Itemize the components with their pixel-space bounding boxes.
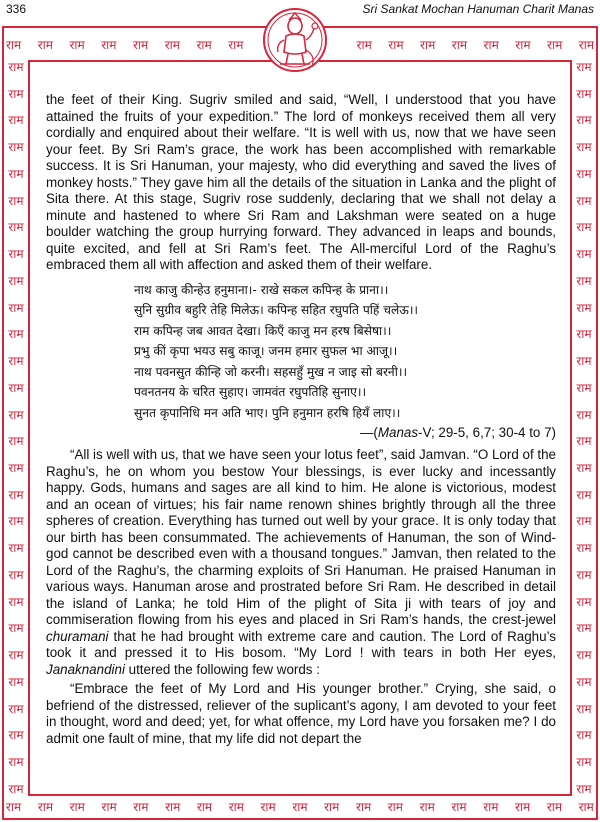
- border-word: राम: [8, 674, 24, 689]
- border-word: राम: [8, 380, 24, 395]
- border-word: राम: [356, 38, 372, 52]
- border-word: राम: [576, 781, 592, 796]
- border-word: राम: [133, 800, 149, 814]
- border-word: राम: [576, 193, 592, 208]
- border-word: राम: [8, 461, 24, 476]
- border-word: राम: [576, 273, 592, 288]
- border-word: राम: [8, 140, 24, 155]
- border-word: राम: [576, 60, 592, 74]
- hanuman-emblem-icon: [262, 6, 328, 76]
- border-word: राम: [420, 38, 436, 52]
- border-word: राम: [8, 514, 24, 529]
- border-word: राम: [8, 594, 24, 609]
- border-word: राम: [8, 113, 24, 128]
- page-number: 336: [6, 2, 27, 16]
- citation-prefix: —(: [359, 425, 378, 440]
- border-word: राम: [8, 648, 24, 663]
- verse-line: सुनत कृपानिधि मन अति भाए। पुनि हनुमान हरषि हियँ लाए।।: [134, 405, 401, 420]
- border-word: राम: [6, 38, 22, 52]
- border-word: राम: [578, 38, 594, 52]
- border-word: राम: [8, 60, 24, 74]
- border-word: राम: [419, 800, 435, 814]
- border-word: राम: [576, 327, 592, 342]
- border-word: राम: [8, 755, 24, 770]
- border-word: राम: [355, 800, 372, 814]
- border-word: राम: [576, 701, 592, 716]
- border-word: राम: [8, 407, 24, 422]
- border-word: राम: [576, 541, 592, 556]
- border-word: राम: [576, 567, 592, 582]
- border-word: राम: [576, 220, 592, 235]
- border-word: राम: [164, 38, 180, 52]
- border-word: राम: [133, 38, 149, 52]
- border-bottom-row: [6, 800, 594, 814]
- border-word: राम: [576, 166, 592, 181]
- border-word: राम: [69, 38, 85, 52]
- border-word: राम: [8, 434, 24, 449]
- verse-citation: [46, 425, 556, 441]
- border-word: राम: [37, 800, 54, 814]
- verse-line: प्रभु कीं कृपा भयउ सबु काजू। जनम हमार सुफल भा आजू।।: [134, 344, 398, 358]
- border-word: राम: [196, 800, 213, 814]
- citation-work: Manas: [377, 425, 419, 440]
- border-word: राम: [260, 800, 276, 814]
- term-janaknandini: Janaknandini: [46, 661, 125, 677]
- border-word: राम: [387, 800, 403, 814]
- border-word: राम: [6, 800, 22, 814]
- border-word: राम: [547, 38, 563, 52]
- border-word: राम: [576, 594, 592, 609]
- border-word: राम: [8, 621, 24, 636]
- border-word: राम: [324, 800, 340, 814]
- border-word: राम: [228, 38, 244, 52]
- border-word: राम: [8, 166, 24, 181]
- border-word: राम: [576, 354, 592, 369]
- border-word: राम: [576, 674, 592, 689]
- border-word: राम: [8, 220, 24, 235]
- border-word: राम: [576, 113, 592, 128]
- border-word: राम: [292, 800, 308, 814]
- border-word: राम: [576, 300, 592, 315]
- border-word: राम: [515, 38, 531, 52]
- border-word: राम: [8, 781, 24, 796]
- border-word: राम: [451, 38, 467, 52]
- verse-line: पवनतनय के चरित सुहाए। जामवंत रघुपतिहि सुनाए।।: [134, 385, 367, 399]
- border-word: राम: [8, 728, 24, 743]
- border-word: राम: [69, 800, 85, 814]
- border-word: राम: [228, 800, 244, 814]
- border-word: राम: [576, 755, 592, 770]
- border-word: राम: [576, 407, 592, 422]
- border-word: राम: [101, 38, 117, 52]
- border-left-column: [4, 60, 28, 796]
- border-word: राम: [576, 247, 592, 262]
- border-word: राम: [576, 86, 592, 101]
- hindi-verses: [46, 280, 556, 424]
- border-word: राम: [576, 140, 592, 155]
- verse-line: नाथ काजु कीन्हेउ हनुमाना।- राखे सकल कपिन्ह के प्राना।।: [134, 282, 389, 297]
- verse-line: नाथ पवनसुत कीन्हि जो करनी। सहसहुँ मुख न जाइ सो बरनी।।: [134, 364, 408, 379]
- citation-reference: -V; 29-5, 6,7; 30-4 to 7): [418, 425, 556, 440]
- border-word: राम: [8, 487, 24, 502]
- border-word: राम: [388, 38, 404, 52]
- paragraph-2-text: uttered the following few words :: [124, 661, 320, 677]
- border-word: राम: [578, 800, 594, 814]
- border-word: राम: [8, 541, 24, 556]
- border-word: राम: [451, 800, 467, 814]
- paragraph-3: “Embrace the feet of My Lord and His younger brother.” Crying, she said, o befriend of the distressed, reliever of the suplicant’s agony, I am devoted to your feet in thought, word and deed; yet, for what offence, my Lord have you forsaken me? I do admit one fault of mine, that my life did not depart the: [46, 681, 556, 746]
- verse-line: राम कपिन्ह जब आवत देखा। किएँ काजु मन हरष बिसेषा।।: [134, 323, 392, 338]
- border-word: राम: [576, 434, 592, 449]
- border-word: राम: [37, 38, 53, 52]
- border-word: राम: [515, 800, 531, 814]
- verse-line: सुनि सुग्रीव बहुरि तेहि मिलेऊ। कपिन्ह सहित रघुपति पहिं चलेऊ।।: [134, 303, 419, 317]
- border-word: राम: [8, 273, 24, 288]
- border-right-column: [572, 60, 596, 796]
- border-word: राम: [8, 247, 24, 262]
- border-word: राम: [8, 193, 24, 208]
- border-word: राम: [196, 38, 212, 52]
- border-word: राम: [8, 300, 24, 315]
- border-word: राम: [8, 701, 24, 716]
- border-word: राम: [101, 800, 117, 814]
- page-body: [46, 92, 556, 747]
- border-word: राम: [576, 487, 592, 502]
- border-word: राम: [8, 567, 24, 582]
- border-word: राम: [165, 800, 181, 814]
- border-word: राम: [8, 327, 24, 342]
- running-head: Sri Sankat Mochan Hanuman Charit Manas: [362, 2, 594, 16]
- border-word: राम: [576, 461, 592, 476]
- border-word: राम: [576, 514, 592, 529]
- border-word: राम: [8, 86, 24, 101]
- paragraph-1: the feet of their King. Sugriv smiled and said, “Well, I understood that you have attained the fruits of your expedition.” The lord of monkeys received them all very cordially and enquired about their welfare. “It is well with us, now that we have seen your feet. By Sri Ram’s grace, the work has been accomplished with remarkable success. It is Sri Hanuman, your majesty, who did everything and saved the lives of monkey hosts.” They gave him all the details of the situation in Lanka and the plight of Sita there. At this stage, Sugriv rose suddenly, declaring that we shall not delay a minute and hastened to where Sri Ram and Lakshman were seated on a huge boulder watching the group hurrying forward. They advanced in leaps and bounds, quite excited, and fell at Sri Ram’s feet. The All-merciful Lord of the Raghu’s embraced them all with affection and asked them of their welfare.: [46, 92, 556, 272]
- border-word: राम: [483, 38, 499, 52]
- border-word: राम: [483, 800, 499, 814]
- border-word: राम: [576, 648, 592, 663]
- border-word: राम: [576, 728, 592, 743]
- border-word: राम: [546, 800, 563, 814]
- border-word: राम: [8, 354, 24, 369]
- border-word: राम: [576, 380, 592, 395]
- border-word: राम: [576, 621, 592, 636]
- paragraph-2-text: “All is well with us, that we have seen your lotus feet”, said Jamvan. “O Lord of the Raghu’s, he on whom you bestow Your blessings, is ever lucky and incessantly happy. Gods, humans and sages are all kind to him. He alone is victorious, modest and an ocean of virtues; his fair name renown shines brightly through all the three spheres of creation. Everything has turned out well by your grace. It is only today that our birth has been consummated. The achievements of Hanuman, the son of Wind-god cannot be described even with a thousand tongues.” Jamvan, then related to the Lord of the Raghu’s, the charming exploits of Sri Hanuman. He praised Hanuman in various ways. Hanuman arose and prostrated before Sri Ram. He described in detail the island of Lanka; he told Him of the plight of Sita ji with tears of joy and commiseration flowing from his eyes and placed in Sri Ram’s hands, the crest-jewel: [46, 447, 557, 627]
- term-churamani: churamani: [46, 628, 109, 644]
- paragraph-2: [46, 447, 556, 678]
- paragraph-2-text: that he had brought with extreme care and caution. The Lord of Raghu’s took it and pressed it to His bosom. “My Lord ! with tears in both Her eyes,: [46, 628, 556, 660]
